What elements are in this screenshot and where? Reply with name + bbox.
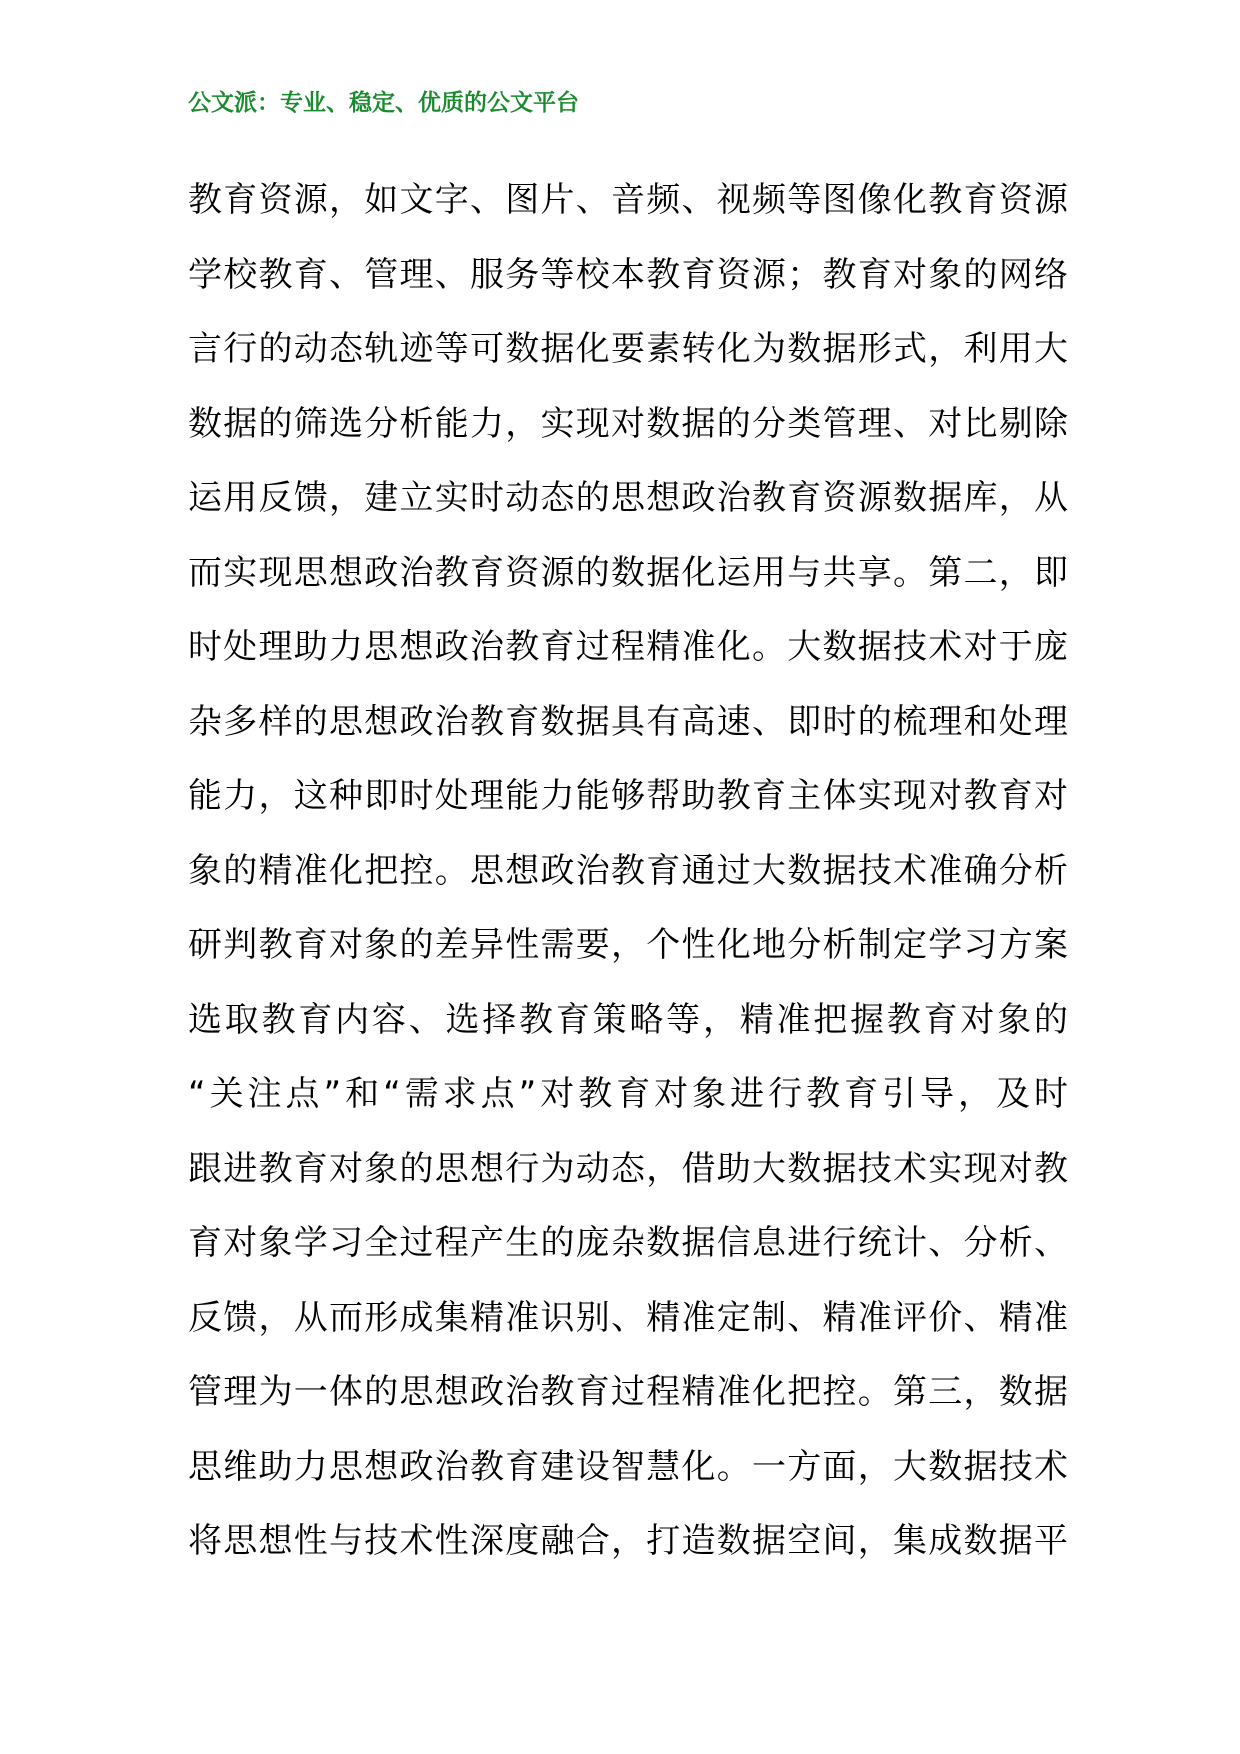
text-line: 选取教育内容、选择教育策略等，精准把握教育对象的 — [188, 999, 1068, 1040]
header-banner: 公文派：专业、稳定、优质的公文平台 — [188, 90, 579, 116]
text-line: 反馈，从而形成集精准识别、精准定制、精准评价、精准 — [188, 1297, 1068, 1338]
text-line: 运用反馈，建立实时动态的思想政治教育资源数据库，从 — [188, 478, 1068, 518]
text-line: 育对象学习全过程产生的庞杂数据信息进行统计、分析、 — [188, 1223, 1068, 1263]
text-line: 管理为一体的思想政治教育过程精准化把控。第三，数据 — [188, 1372, 1068, 1412]
text-line: 言行的动态轨迹等可数据化要素转化为数据形式，利用大 — [188, 329, 1068, 369]
text-line: 而实现思想政治教育资源的数据化运用与共享。第二，即 — [188, 552, 1068, 593]
text-line: 研判教育对象的差异性需要，个性化地分析制定学习方案 — [188, 925, 1068, 965]
text-line: 时处理助力思想政治教育过程精准化。大数据技术对于庞 — [188, 627, 1068, 667]
text-line: 思维助力思想政治教育建设智慧化。一方面，大数据技术 — [188, 1446, 1068, 1487]
body-paragraph — [188, 163, 1068, 1579]
text-line: 数据的筛选分析能力，实现对数据的分类管理、对比剔除 — [188, 403, 1068, 444]
text-line: 教育资源，如文字、图片、音频、视频等图像化教育资源 — [188, 180, 1068, 220]
text-line: 学校教育、管理、服务等校本教育资源；教育对象的网络 — [188, 254, 1068, 295]
text-line: 跟进教育对象的思想行为动态，借助大数据技术实现对教 — [188, 1148, 1068, 1189]
text-line: 将思想性与技术性深度融合，打造数据空间，集成数据平 — [188, 1521, 1068, 1561]
text-line: 象的精准化把控。思想政治教育通过大数据技术准确分析 — [188, 850, 1068, 891]
text-line: 能力，这种即时处理能力能够帮助教育主体实现对教育对 — [188, 776, 1068, 816]
text-line: “关注点”和“需求点”对教育对象进行教育引导，及时 — [188, 1074, 1068, 1114]
text-line: 杂多样的思想政治教育数据具有高速、即时的梳理和处理 — [188, 701, 1068, 742]
